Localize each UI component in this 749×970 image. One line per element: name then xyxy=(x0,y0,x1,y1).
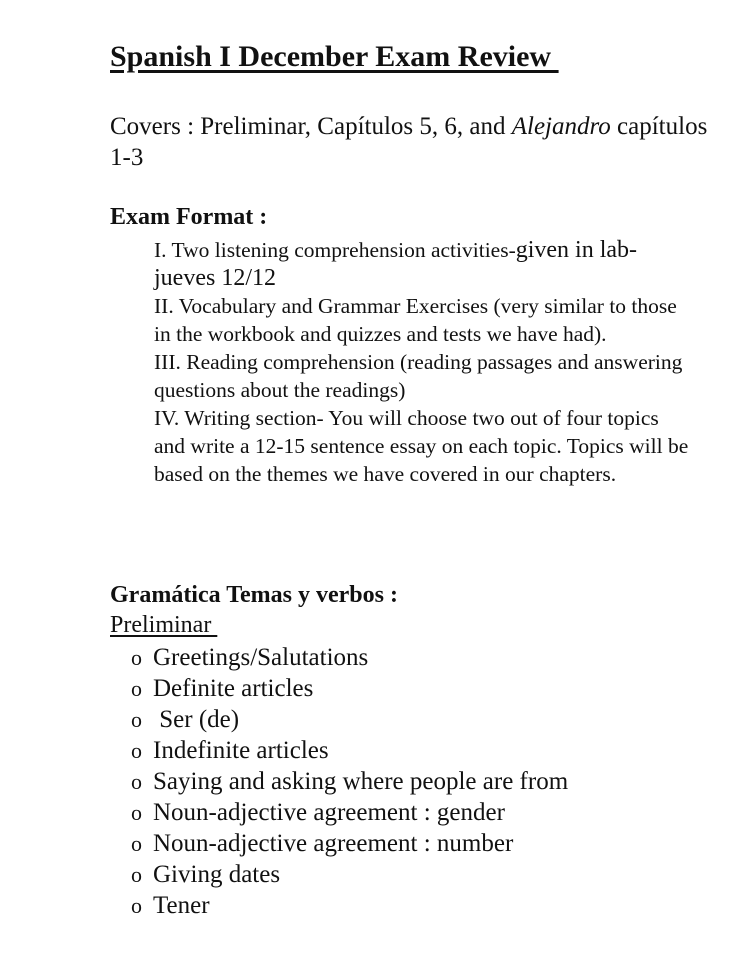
exam-format-item: III. Reading comprehension (reading passages and answering questions about the readings) xyxy=(154,350,683,402)
bullet-icon: o xyxy=(131,645,142,670)
bullet-icon: o xyxy=(131,862,142,887)
list-item-text: Ser (de) xyxy=(153,706,240,733)
section-preliminar: Preliminar xyxy=(110,612,218,638)
exam-format-item-tail: given in lab-jueves 12/12 xyxy=(154,237,638,291)
list-item-text: Noun-adjective agreement : number xyxy=(153,830,514,857)
exam-format-item: II. Vocabulary and Grammar Exercises (very similar to those in the workbook and quizzes and tests we have had). xyxy=(154,294,677,346)
list-item xyxy=(131,735,711,766)
covers-paragraph xyxy=(110,111,710,173)
document-title: Spanish I December Exam Review xyxy=(110,40,559,73)
list-item-text: Tener xyxy=(153,892,210,919)
bullet-icon: o xyxy=(131,893,142,918)
list-item xyxy=(131,766,711,797)
list-item-text: Definite articles xyxy=(153,675,314,702)
list-item xyxy=(131,642,711,673)
list-item-text: Noun-adjective agreement : gender xyxy=(153,799,505,826)
list-item xyxy=(131,828,711,859)
list-item-text: Giving dates xyxy=(153,861,281,888)
covers-prefix: Covers : Preliminar, Capítulos 5, 6, and xyxy=(110,113,512,140)
bullet-icon: o xyxy=(131,676,142,701)
list-item-text: Indefinite articles xyxy=(153,737,329,764)
list-item xyxy=(131,797,711,828)
bullet-icon: o xyxy=(131,769,142,794)
bullet-icon: o xyxy=(131,800,142,825)
exam-format-list xyxy=(154,236,694,488)
list-item-text: Greetings/Salutations xyxy=(153,644,369,671)
grammar-topic-list xyxy=(131,642,711,921)
exam-format-heading: Exam Format : xyxy=(110,204,268,230)
bullet-icon: o xyxy=(131,738,142,763)
bullet-icon: o xyxy=(131,707,142,732)
grammar-heading: Gramática Temas y verbos : xyxy=(110,582,398,608)
exam-format-item-text: I. Two listening comprehension activities- xyxy=(154,238,516,262)
exam-format-item: IV. Writing section- You will choose two out of four topics and write a 12-15 sentence essay on each topic. Topics will be based on the themes we have covered in our chapters. xyxy=(154,406,689,486)
bullet-icon: o xyxy=(131,831,142,856)
covers-italic-title: Alejandro xyxy=(511,113,611,140)
covers-suffix: capítulos 1-3 xyxy=(110,113,708,171)
list-item xyxy=(131,890,711,921)
exam-format-item xyxy=(154,236,694,292)
list-item xyxy=(131,673,711,704)
list-item-text: Saying and asking where people are from xyxy=(153,768,569,795)
list-item xyxy=(131,704,711,735)
list-item xyxy=(131,859,711,890)
